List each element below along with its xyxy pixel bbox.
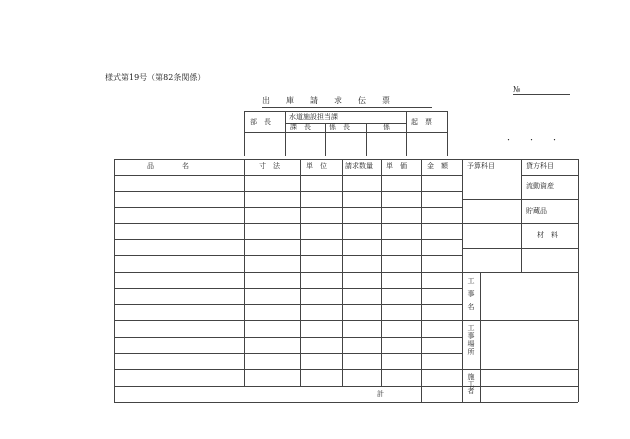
subsection-chief-label: 係 長 <box>329 123 350 131</box>
construction-site-label: 工事場所 <box>467 324 475 356</box>
page-title: 出 庫 請 求 伝 票 <box>262 96 390 105</box>
header-item-name: 品 名 <box>147 162 189 170</box>
materials-label: 材 料 <box>537 231 558 239</box>
contractor-label: 施工者 <box>467 373 475 394</box>
header-requested-qty: 請求数量 <box>345 162 373 170</box>
date-separator-3: ・ <box>551 136 558 144</box>
header-unit-price: 単 価 <box>386 162 407 170</box>
number-label: № <box>513 85 521 94</box>
header-size: 寸 法 <box>259 162 280 170</box>
date-separator-1: ・ <box>505 136 512 144</box>
header-amount: 金 額 <box>427 162 448 170</box>
number-field-line <box>513 94 570 95</box>
title-underline <box>262 107 432 108</box>
staff-label: 係 <box>383 123 390 131</box>
header-unit: 単 位 <box>306 162 327 170</box>
drafter-label: 起 票 <box>411 118 432 126</box>
section-chief-label: 課 長 <box>290 123 311 131</box>
header-budget-account: 予算科目 <box>467 162 495 170</box>
form-number-label: 様式第19号（第82条関係） <box>105 73 206 82</box>
total-label: 計 <box>377 390 384 398</box>
date-separator-2: ・ <box>528 136 535 144</box>
department-head-label: 部 長 <box>250 118 271 126</box>
header-credit-account: 貸方科目 <box>526 162 554 170</box>
construction-name-label: 工事名 <box>467 277 475 316</box>
stored-goods-label: 貯蔵品 <box>526 207 547 215</box>
current-assets-label: 流動資産 <box>526 182 554 190</box>
water-facility-section-label: 水道施設担当課 <box>289 113 338 121</box>
